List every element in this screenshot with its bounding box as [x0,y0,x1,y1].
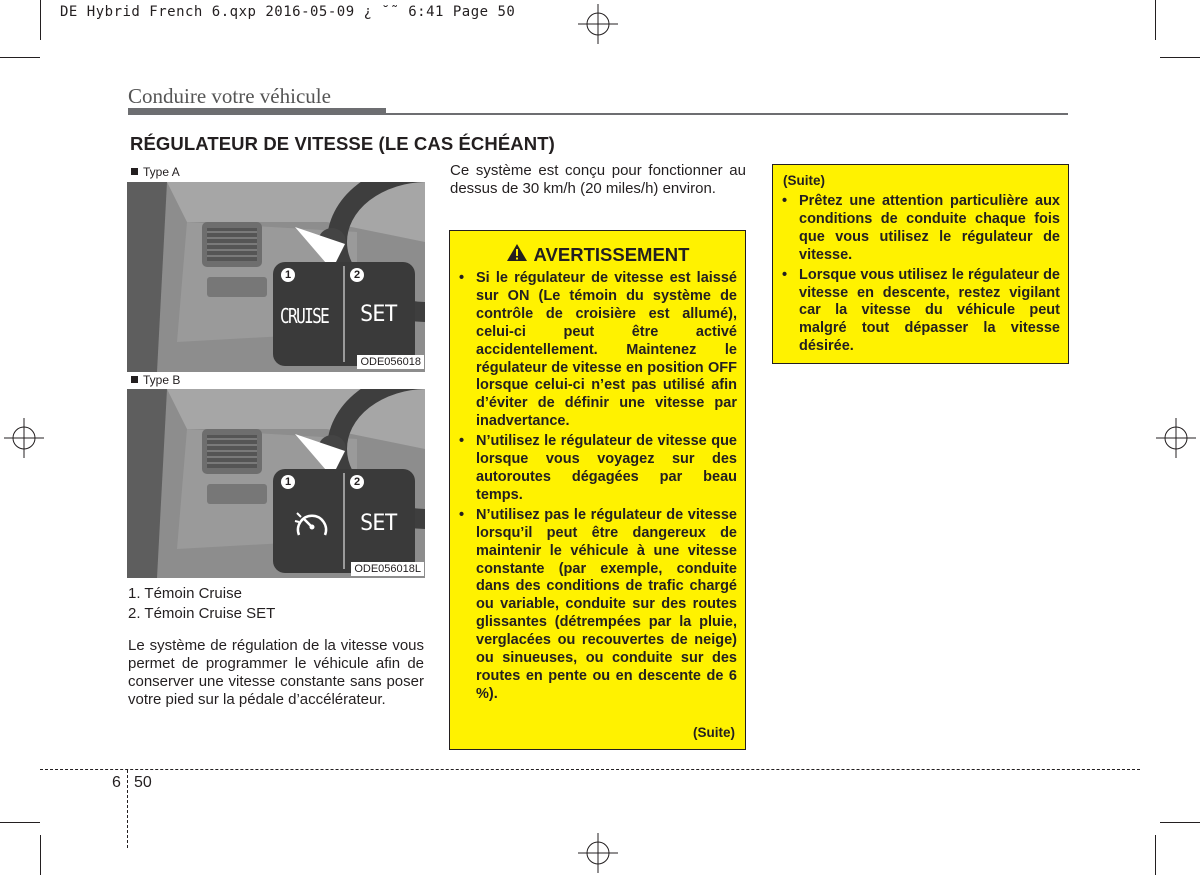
crop-mark [0,57,40,58]
warning-triangle-icon [506,243,528,262]
registration-mark-icon [578,833,618,873]
section-title: Conduire votre véhicule [128,84,331,108]
continuation-title: (Suite) [783,173,825,188]
intro-paragraph: Le système de régulation de la vitesse vous permet de programmer le véhicule afin de conserver une vitesse constante sans poser votre pied sur la pédale d’accélérateur. [128,637,424,708]
warning-list [459,270,737,706]
continuation-list [782,193,1060,358]
crop-mark [0,822,40,823]
callout-1: 1 [281,268,295,282]
set-button-label: SET [360,511,397,536]
figure-b-code: ODE056018L [351,562,424,576]
square-bullet-icon [131,168,138,175]
speed-paragraph: Ce système est conçu pour fonctionner au dessus de 30 km/h (20 miles/h) environ. [450,162,746,197]
crop-mark [1160,822,1200,823]
warning-continued-label: (Suite) [693,725,735,740]
chapter-number: 6 [112,774,121,791]
callout-2: 2 [350,475,364,489]
header-rule [128,113,1068,115]
crop-mark [40,0,41,40]
figure-b-image [127,389,425,578]
warning-continuation-box [772,164,1069,364]
page-heading: RÉGULATEUR DE VITESSE (LE CAS ÉCHÉANT) [130,133,555,154]
warning-item: • N’utilisez le régulateur de vitesse que lorsque vous voyagez sur des autoroutes dégagées par beau temps. [459,433,737,505]
crop-mark [40,835,41,875]
warning-item: • N’utilisez pas le régulateur de vitesse lorsqu’il peut être dangereux de maintenir le véhicule à une vitesse constante (par exemple, conduite dans des conditions de trafic chargé ou variable, conduite sur des routes glissantes (détrempées par la pluie, verglacées ou recouvertes de neige) ou sinueuses, ou conduite sur des routes en pente ou en descente de 6 %). [459,507,737,704]
square-bullet-icon [131,376,138,383]
registration-mark-icon [578,4,618,44]
figure-a-code: ODE056018 [357,355,424,369]
crop-mark [1155,0,1156,40]
footer-rule [40,769,1140,770]
set-button-label: SET [360,302,397,327]
legend-item: 2. Témoin Cruise SET [128,605,276,622]
continuation-item: • Lorsque vous utilisez le régulateur de vitesse en descente, restez vigilant car la vitesse du véhicule peut malgré tout dépasser la vitesse désirée. [782,267,1060,357]
warning-item: • Si le régulateur de vitesse est laissé sur ON (Le témoin du système de contrôle de croisière est allumé), celui-ci peut être activé accidentellement. Maintenez le régulateur de vitesse en position OFF lorsque celui-ci n’est pas utilisé afin d’éviter de définir une vitesse par inadvertance. [459,270,737,431]
registration-mark-icon [4,418,44,458]
figure-b-type-label: Type B [131,373,180,387]
warning-title: AVERTISSEMENT [533,244,690,265]
legend-item: 1. Témoin Cruise [128,585,242,602]
footer-separator [127,770,128,848]
speedometer-icon [293,507,331,541]
registration-mark-icon [1156,418,1196,458]
figure-a-type-label: Type A [131,165,180,179]
warning-box [449,230,746,750]
callout-2: 2 [350,268,364,282]
page-number: 50 [134,774,152,791]
printer-slug: DE Hybrid French 6.qxp 2016-05-09 ¿ ˘˜ 6:41 Page 50 [60,4,516,20]
figure-a-image [127,182,425,372]
callout-1: 1 [281,475,295,489]
warning-header [450,243,745,266]
crop-mark [1155,835,1156,875]
cruise-button-label: CRUISE [280,304,329,328]
crop-mark [1160,57,1200,58]
continuation-item: • Prêtez une attention particulière aux conditions de conduite chaque fois que vous utilisez le régulateur de vitesse. [782,193,1060,265]
